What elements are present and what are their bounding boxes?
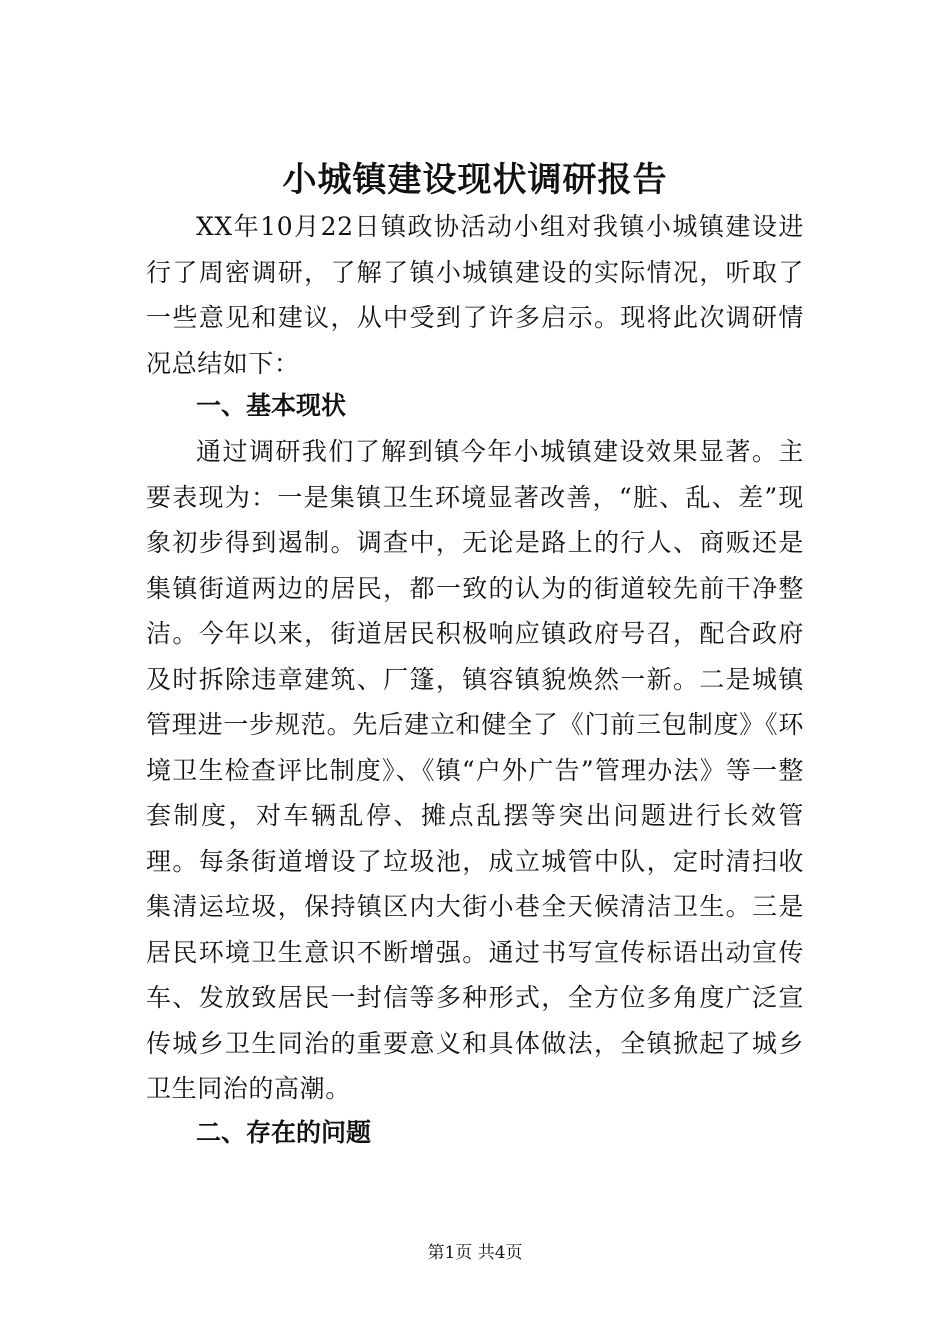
intro-paragraph: XX年10月22日镇政协活动小组对我镇小城镇建设进行了周密调研，了解了镇小城镇建设的实际情况，听取了一些意见和建议，从中受到了许多启示。现将此次调研情况总结如下： [146,212,804,378]
section-heading-problems: 二、存在的问题 [196,1118,372,1147]
section-heading-basic-status: 一、基本现状 [196,391,347,420]
page-number-footer: 第1页 共4页 [427,1243,523,1263]
document-title: 小城镇建设现状调研报告 [282,159,668,200]
section-paragraph-basic-status: 通过调研我们了解到镇今年小城镇建设效果显著。主要表现为：一是集镇卫生环境显著改善，“脏、乱、差”现象初步得到遏制。调查中，无论是路上的行人、商贩还是集镇街道两边的居民，都一致的认为的街道较先前干净整洁。今年以来，街道居民积极响应镇政府号召，配合政府及时拆除违章建筑、厂篷，镇容镇貌焕然一新。二是城镇管理进一步规范。先后建立和健全了《门前三包制度》《环境卫生检查评比制度》、《镇“户外广告”管理办法》等一整套制度，对车辆乱停、摊点乱摆等突出问题进行长效管理。每条街道增设了垃圾池，成立城管中队，定时清扫收集清运垃圾，保持镇区内大街小巷全天候清洁卫生。三是居民环境卫生意识不断增强。通过书写宣传标语出动宣传车、发放致居民一封信等多种形式，全方位多角度广泛宣传城乡卫生同治的重要意义和具体做法，全镇掀起了城乡卫生同治的高潮。 [146,437,804,1103]
